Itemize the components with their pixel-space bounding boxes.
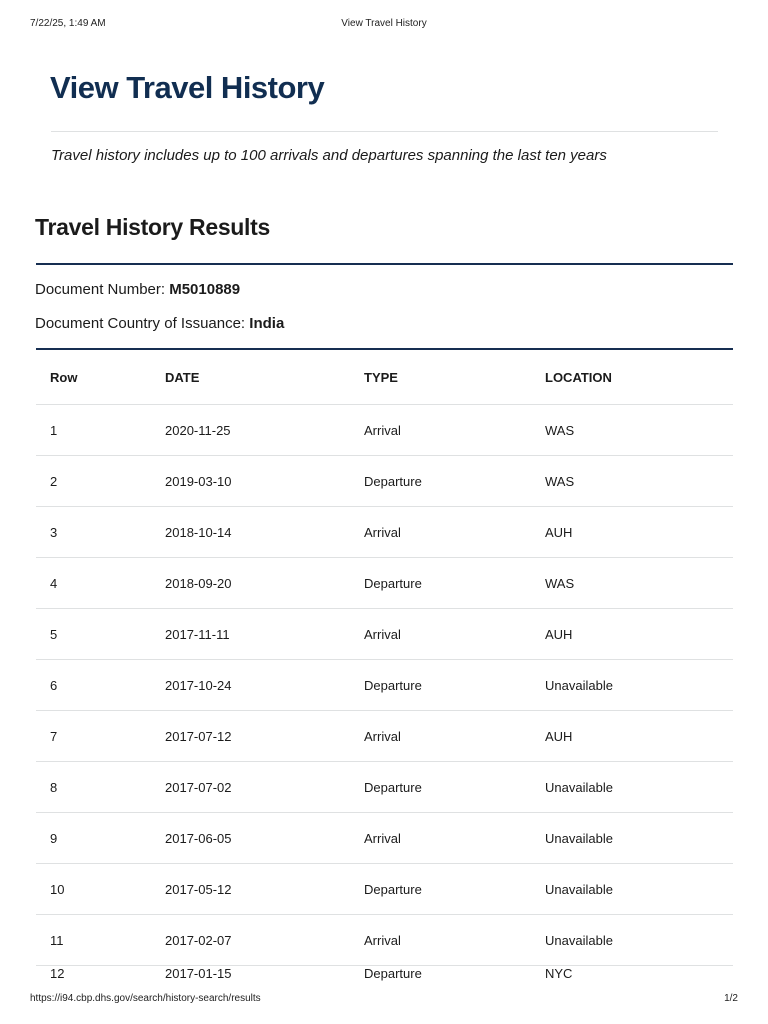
- cell-type: Departure: [364, 966, 422, 981]
- table-row: [36, 456, 733, 507]
- table-header: [36, 350, 733, 405]
- cell-type: Departure: [350, 660, 531, 711]
- column-header-location: LOCATION: [531, 350, 733, 405]
- cell-location: Unavailable: [531, 813, 733, 864]
- cell-date: 2018-10-14: [151, 507, 350, 558]
- table-header-row: [36, 350, 733, 405]
- cell-row: 2: [36, 456, 151, 507]
- cell-row: 6: [36, 660, 151, 711]
- results-divider-top: [36, 263, 733, 265]
- cell-type: Arrival: [350, 609, 531, 660]
- cell-row: 11: [36, 915, 151, 966]
- page-subtitle: Travel history includes up to 100 arrivals and departures spanning the last ten years: [51, 147, 607, 164]
- table-row: [36, 711, 733, 762]
- cell-date: 2017-02-07: [151, 915, 350, 966]
- document-number-label: Document Number:: [35, 281, 170, 298]
- cell-row: 10: [36, 864, 151, 915]
- cell-type: Arrival: [350, 711, 531, 762]
- cell-location: WAS: [531, 405, 733, 456]
- cell-date: 2017-10-24: [151, 660, 350, 711]
- table-row: [36, 609, 733, 660]
- table-row: [36, 915, 733, 966]
- table-row: [36, 966, 733, 985]
- document-country-value: India: [249, 315, 285, 332]
- cell-type: Arrival: [350, 405, 531, 456]
- table-row: [36, 864, 733, 915]
- cell-date: 2020-11-25: [151, 405, 350, 456]
- cell-date: 2018-09-20: [151, 558, 350, 609]
- cell-location: AUH: [531, 711, 733, 762]
- travel-history-table: [36, 350, 733, 984]
- cell-type: Departure: [350, 762, 531, 813]
- cell-date: 2017-05-12: [151, 864, 350, 915]
- cell-type: Departure: [350, 864, 531, 915]
- print-page-number: 1/2: [724, 993, 738, 1004]
- table-row: [36, 507, 733, 558]
- page-title: View Travel History: [50, 70, 325, 105]
- cell-date: 2017-11-11: [151, 609, 350, 660]
- print-header: [0, 18, 768, 32]
- cell-location: Unavailable: [531, 660, 733, 711]
- cell-type: Arrival: [350, 915, 531, 966]
- cell-row: 12: [50, 966, 65, 981]
- cell-row: 8: [36, 762, 151, 813]
- cell-location: WAS: [531, 558, 733, 609]
- cell-type: Departure: [350, 558, 531, 609]
- document-number-value: M5010889: [169, 281, 241, 298]
- cell-row: 9: [36, 813, 151, 864]
- document-country-label: Document Country of Issuance:: [35, 315, 250, 332]
- cell-row: 1: [36, 405, 151, 456]
- results-heading: Travel History Results: [35, 214, 271, 240]
- table-row: [36, 762, 733, 813]
- cell-location: Unavailable: [531, 864, 733, 915]
- cell-location: AUH: [531, 609, 733, 660]
- cell-date: 2017-06-05: [151, 813, 350, 864]
- cell-location: AUH: [531, 507, 733, 558]
- cell-type: Arrival: [350, 507, 531, 558]
- cell-date: 2017-01-15: [165, 966, 232, 981]
- cell-row: 5: [36, 609, 151, 660]
- cell-row: 4: [36, 558, 151, 609]
- document-number-line: [35, 281, 240, 298]
- title-divider: [51, 131, 718, 132]
- table-row: [36, 558, 733, 609]
- table-row: [36, 405, 733, 456]
- table-row: [36, 813, 733, 864]
- cell-row: 7: [36, 711, 151, 762]
- column-header-type: TYPE: [350, 350, 531, 405]
- table-body: [36, 405, 733, 985]
- print-url: https://i94.cbp.dhs.gov/search/history-search/results: [30, 993, 261, 1004]
- column-header-date: DATE: [151, 350, 350, 405]
- print-page-title: View Travel History: [341, 18, 427, 29]
- cell-row: 3: [36, 507, 151, 558]
- cell-date: 2019-03-10: [151, 456, 350, 507]
- cell-type: Departure: [350, 456, 531, 507]
- cell-date: 2017-07-02: [151, 762, 350, 813]
- cell-date: 2017-07-12: [151, 711, 350, 762]
- column-header-row: Row: [36, 350, 151, 405]
- cell-location: Unavailable: [531, 762, 733, 813]
- print-datetime: 7/22/25, 1:49 AM: [30, 18, 106, 29]
- cell-location: Unavailable: [531, 915, 733, 966]
- cell-location: WAS: [531, 456, 733, 507]
- document-country-line: [35, 315, 284, 332]
- cell-location: NYC: [545, 966, 573, 981]
- cell-type: Arrival: [350, 813, 531, 864]
- table-row: [36, 660, 733, 711]
